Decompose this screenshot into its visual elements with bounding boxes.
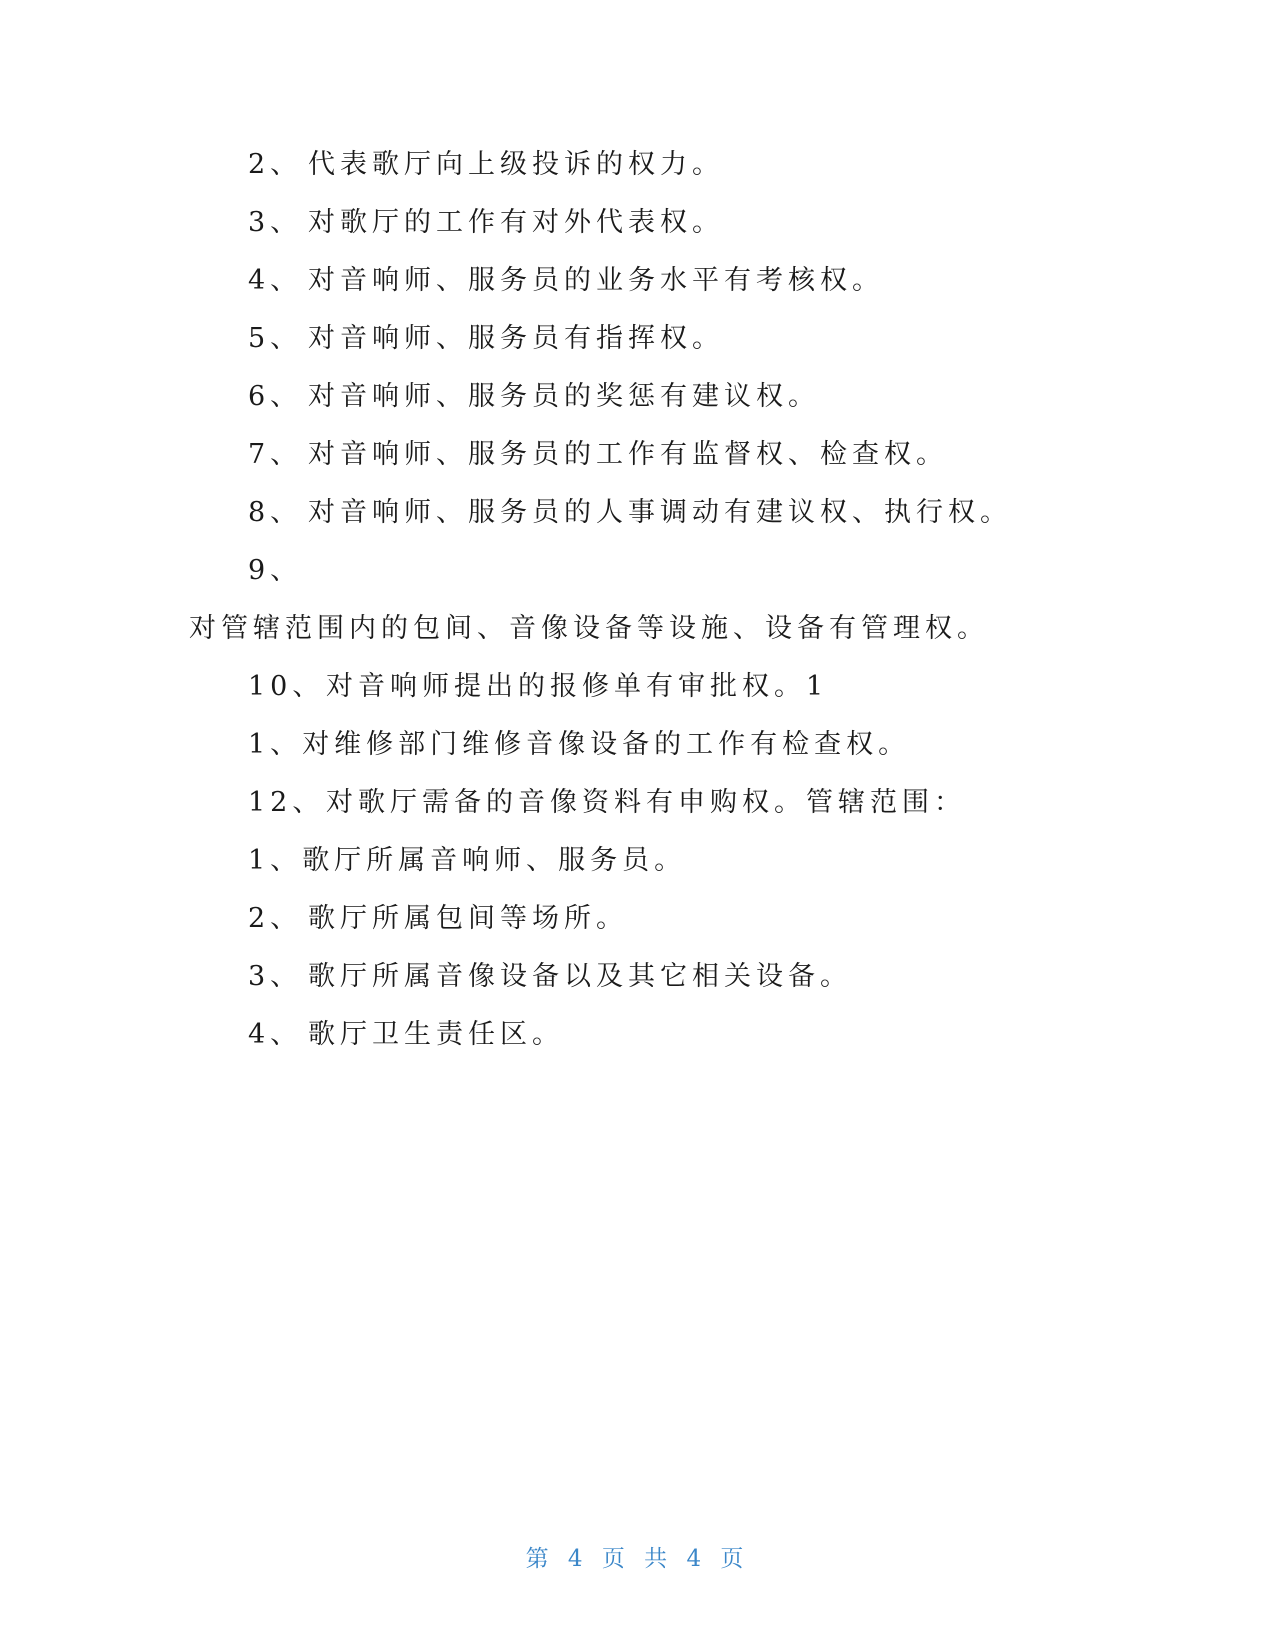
item-number: 4、: [248, 1019, 303, 1050]
item-number: 4、: [248, 265, 303, 296]
item-text: 对音响师、服务员的奖惩有建议权。: [308, 381, 820, 412]
list-item: [248, 496, 1012, 530]
list-item: [248, 438, 948, 472]
paragraph-line: [189, 612, 989, 646]
item-number: 3、: [248, 207, 303, 238]
item-text: 对音响师、服务员的工作有监督权、检查权。: [308, 439, 948, 470]
list-item: [248, 264, 884, 298]
list-item: [248, 322, 724, 356]
list-item: [248, 902, 628, 936]
item-number: 10、: [248, 671, 325, 702]
item-number: 9、: [248, 555, 303, 586]
item-text: 歌厅所属包间等场所。: [308, 903, 628, 934]
item-number: 1、: [248, 845, 303, 876]
item-text: 歌厅所属音响师、服务员。: [302, 845, 687, 876]
list-item: [248, 960, 852, 994]
item-number: 3、: [248, 961, 303, 992]
item-text: 歌厅所属音像设备以及其它相关设备。: [308, 961, 852, 992]
list-item: [248, 380, 820, 414]
item-number: 6、: [248, 381, 303, 412]
page-footer: 第 4 页 共 4 页: [525, 1546, 750, 1572]
item-text: 对歌厅需备的音像资料有申购权。管辖范围：: [326, 787, 966, 818]
list-item: [248, 206, 724, 240]
list-item: [248, 844, 686, 878]
item-number: 5、: [248, 323, 303, 354]
list-item: [248, 670, 828, 704]
item-text: 对维修部门维修音像设备的工作有检查权。: [302, 729, 911, 760]
item-number: 8、: [248, 497, 303, 528]
list-item: [248, 728, 910, 762]
list-item: [248, 554, 308, 588]
item-text: 对音响师提出的报修单有审批权。1: [326, 671, 829, 702]
list-item: [248, 1018, 564, 1052]
item-text: 对音响师、服务员的业务水平有考核权。: [308, 265, 884, 296]
item-text: 对音响师、服务员有指挥权。: [308, 323, 724, 354]
item-text: 代表歌厅向上级投诉的权力。: [308, 149, 724, 180]
item-text: 对音响师、服务员的人事调动有建议权、执行权。: [308, 497, 1012, 528]
list-item: [248, 786, 966, 820]
item-number: 12、: [248, 787, 325, 818]
item-number: 2、: [248, 149, 303, 180]
item-text: 歌厅卫生责任区。: [308, 1019, 564, 1050]
item-text: 对歌厅的工作有对外代表权。: [308, 207, 724, 238]
item-text: 对管辖范围内的包间、音像设备等设施、设备有管理权。: [189, 613, 989, 644]
item-number: 7、: [248, 439, 303, 470]
item-number: 1、: [248, 729, 303, 760]
list-item: [248, 148, 724, 182]
item-number: 2、: [248, 903, 303, 934]
